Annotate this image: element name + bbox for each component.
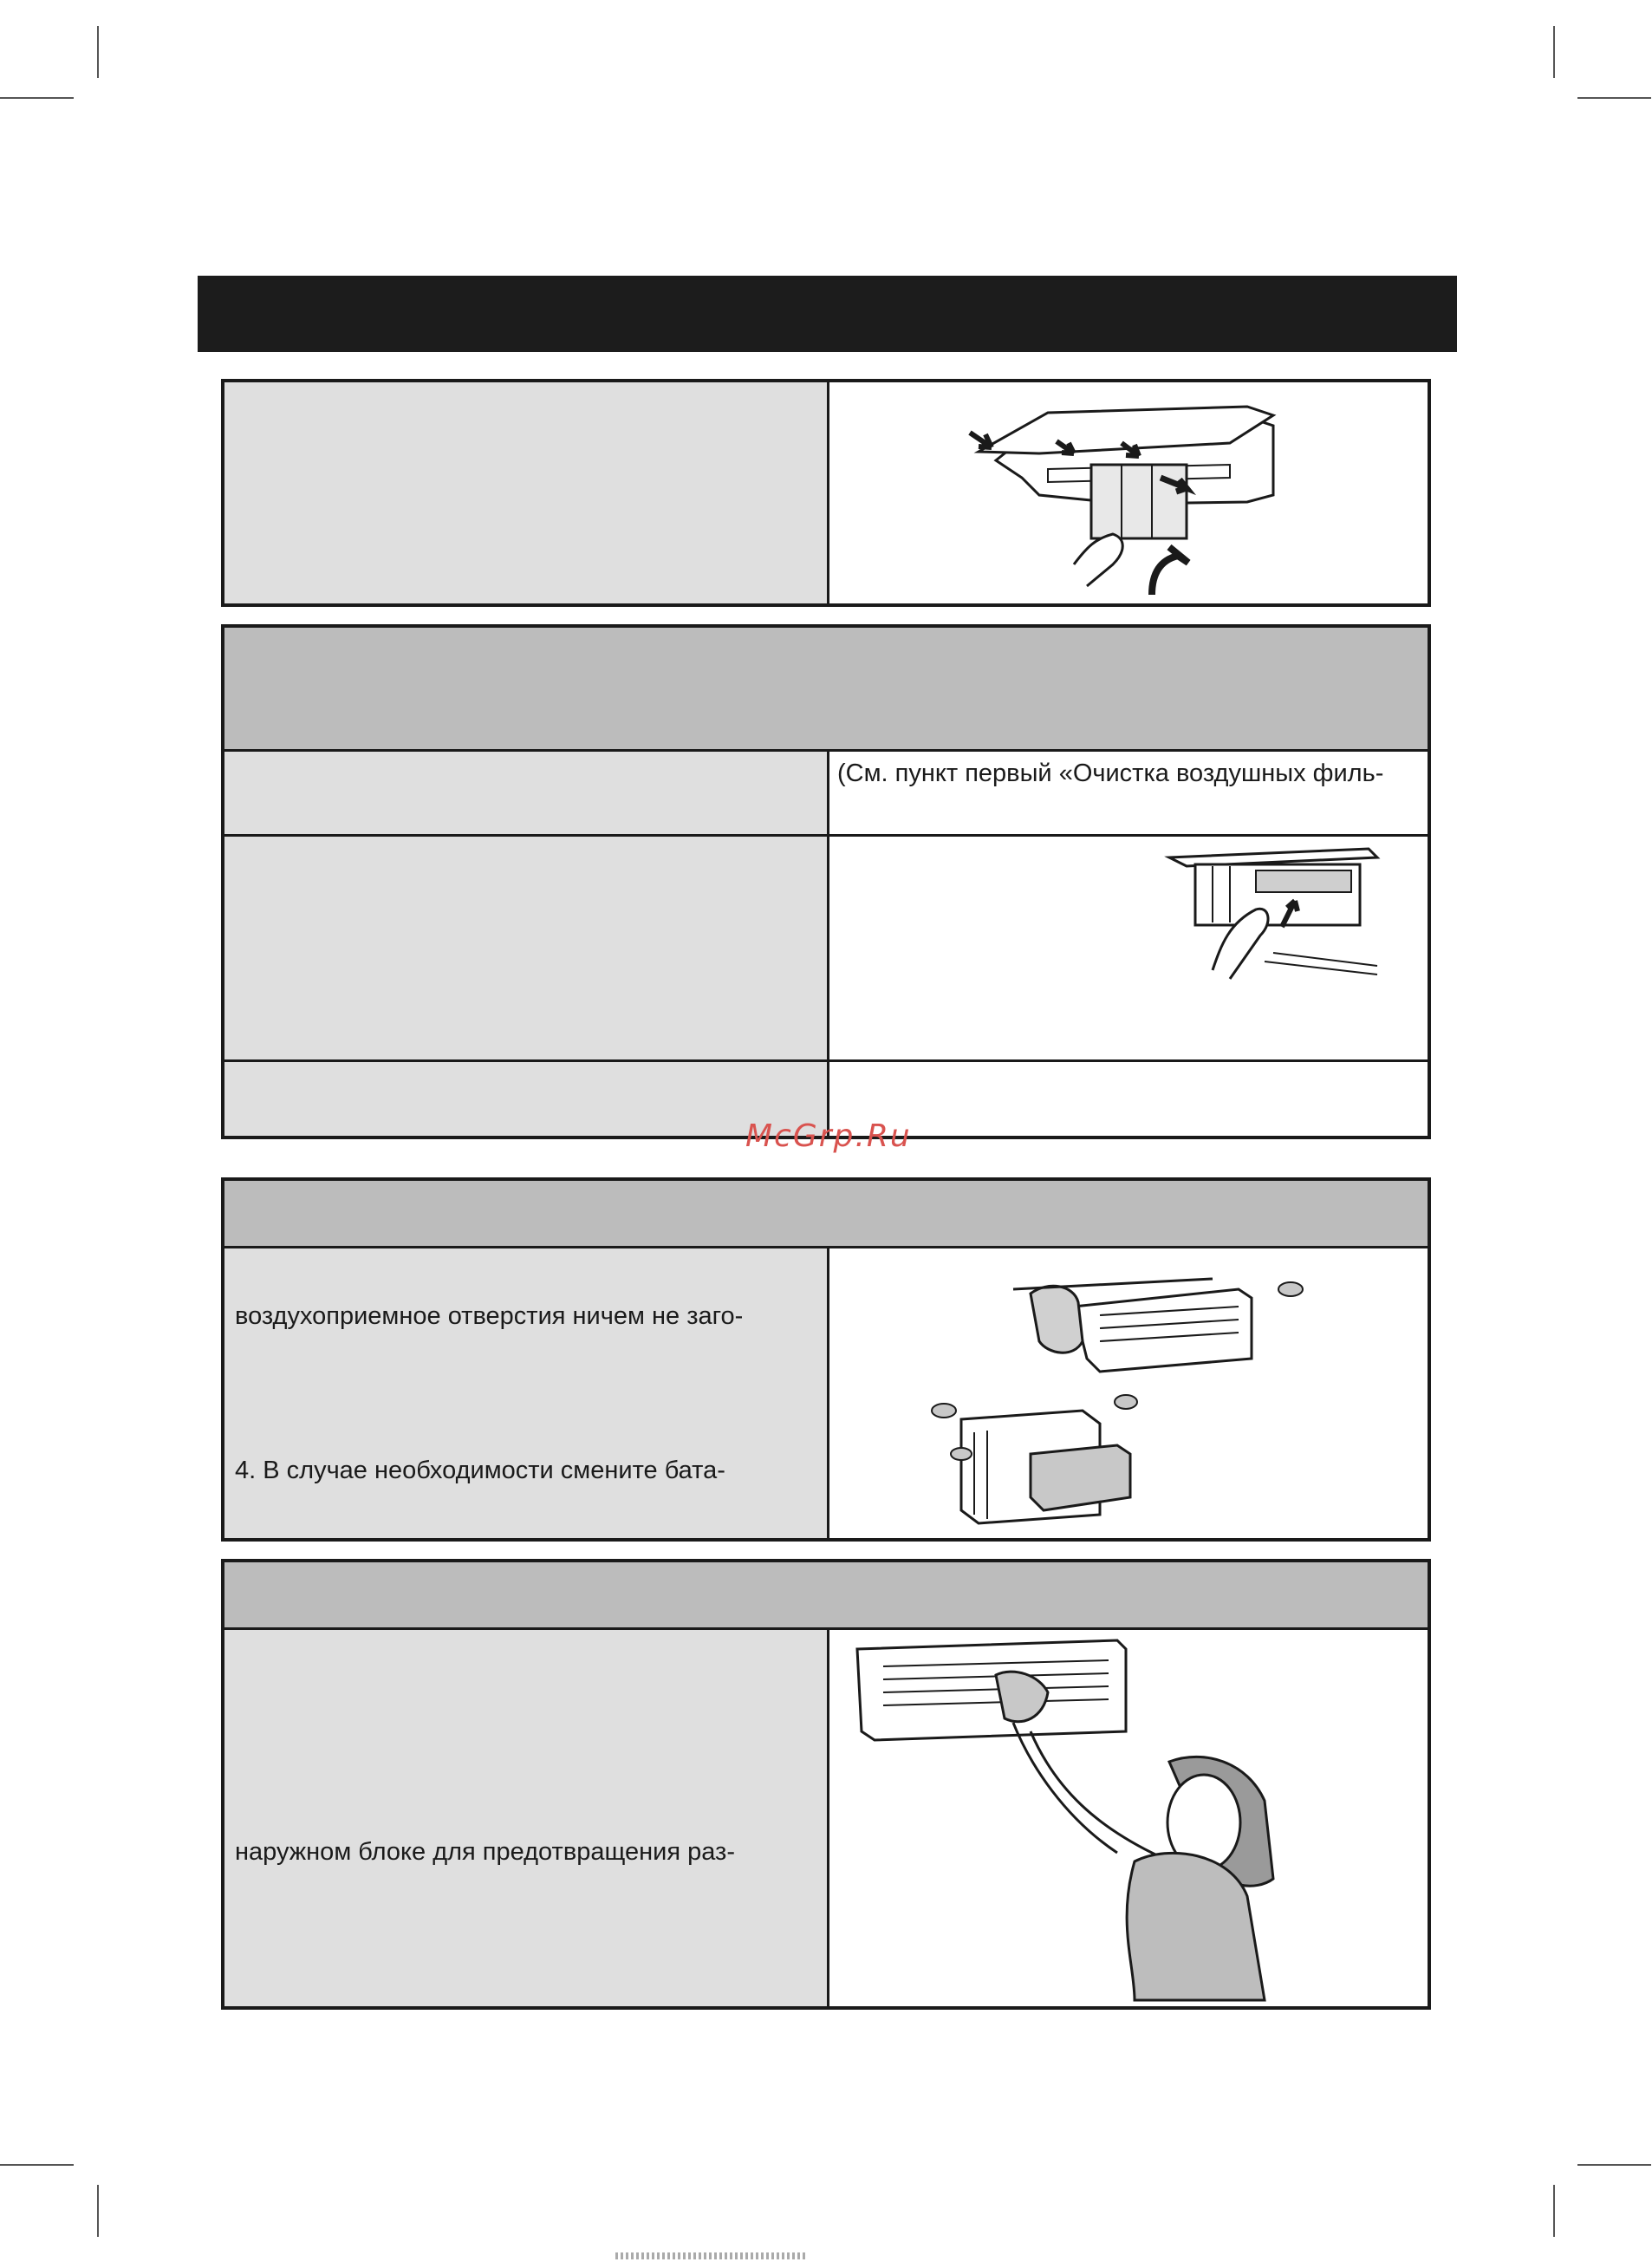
panel-divider [827,382,829,603]
section-header-bar [198,276,1457,352]
panel-left-cell [224,1630,827,2006]
crop-mark [97,26,99,78]
panel-title-row [224,1181,1428,1246]
crop-mark [1553,2185,1555,2237]
panel-title-row [224,628,1428,749]
crop-mark [0,97,74,99]
filter-removal-illustration [866,391,1421,599]
panel-cleaning [221,1559,1431,2010]
crop-mark [0,2164,74,2166]
row1-left-cell [224,752,827,834]
panel-divider [827,749,829,1136]
panel-long-storage [221,624,1431,1139]
panel-left-cell [224,1248,827,1538]
watermark: McGrp.Ru [745,1118,912,1154]
crop-mark [1577,97,1651,99]
row2-left-cell [224,837,827,1059]
panel-filter-removal [221,379,1431,607]
check-text-line: 4. В случае необходимости смените бата- [235,1457,725,1484]
filter-insert-illustration [1161,840,1386,988]
row3-left-cell [224,1062,827,1136]
panel-divider [827,1627,829,2006]
row1-right-text: (См. пункт первый «Очистка воздушных филь- [837,759,1384,787]
panel-checks [221,1177,1431,1542]
blocked-unit-illustration [927,1263,1377,1532]
panel-left-cell [224,382,827,603]
cleaning-text-line: наружном блоке для предотвращения раз- [235,1838,735,1866]
wiping-unit-illustration [857,1636,1395,2005]
check-text-line: воздухоприемное отверстия ничем не заго- [235,1302,744,1330]
crop-mark [1577,2164,1651,2166]
panel-divider [827,1246,829,1538]
crop-mark [1553,26,1555,78]
footer-mark [615,2252,806,2259]
crop-mark [97,2185,99,2237]
panel-title-row [224,1562,1428,1627]
